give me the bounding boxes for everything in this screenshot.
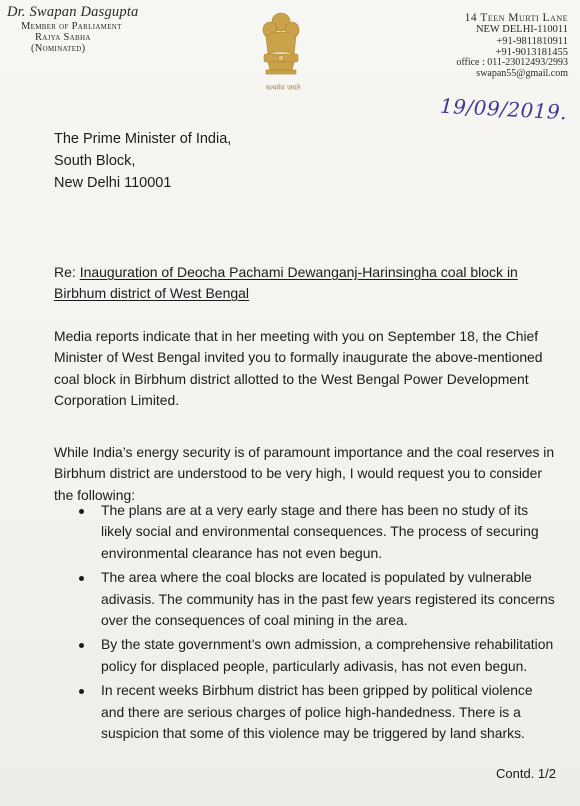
national-emblem-icon — [256, 8, 306, 92]
bullet-icon — [79, 689, 84, 694]
recipient-block — [54, 128, 231, 194]
list-item-text: The plans are at a very early stage and there has been no study of its likely social and environmental consequences. The process of securing environmental clearance has not even begun. — [101, 502, 539, 561]
list-item — [76, 680, 556, 744]
list-item-text: By the state government’s own admission, a comprehensive rehabilitation policy for displaced people, particularly adivasis, has not even begun. — [101, 636, 554, 674]
subject-prefix: Re: — [54, 264, 80, 280]
sender-name: Dr. Swapan Dasgupta — [7, 4, 139, 20]
emblem-caption: सत्यमेव जयते — [265, 84, 301, 92]
list-item — [76, 634, 556, 677]
list-item — [76, 500, 556, 564]
office-phone: office : 011-23012493/2993 — [456, 57, 568, 69]
bullet-icon — [79, 643, 84, 648]
bullet-icon — [79, 576, 84, 581]
address-city: NEW DELHI-110011 — [475, 24, 568, 36]
sender-status: (Nominated) — [31, 43, 86, 55]
address-street: 14 Teen Murti Lane — [464, 12, 568, 24]
sender-house: Rajya Sabha — [35, 31, 91, 43]
paragraph-2: While India’s energy security is of paramount importance and the coal reserves in Birbhum district are understood to be very high, I would request you to consider the following: — [54, 444, 555, 503]
phone-2: +91-9013181455 — [495, 47, 568, 59]
concerns-list — [76, 500, 556, 747]
recipient-line-3: New Delhi 110001 — [54, 175, 172, 191]
sender-block — [7, 5, 177, 55]
list-item-text: In recent weeks Birbhum district has been gripped by political violence and there are serious charges of police high-handedness. There is a suspicion that some of this violence may be triggered by land sharks. — [101, 682, 533, 742]
sender-title: Member of Parliament — [21, 20, 122, 32]
subject-text-2: Birbhum district of West Bengal — [54, 285, 250, 301]
continued-note: Contd. 1/2 — [496, 766, 556, 781]
list-item-text: The area where the coal blocks are located is populated by vulnerable adivasis. The community has in the past few years registered its concerns over the consequences of coal mining in the area. — [101, 569, 555, 629]
handwritten-date: 19/09/2019. — [439, 93, 568, 125]
sender-address — [398, 12, 568, 80]
phone-1: +91-9811810911 — [496, 35, 568, 47]
paragraph-1: Media reports indicate that in her meeting with you on September 18, the Chief Minister of West Bengal invited you to formally inaugurate the above-mentioned coal block in Birbhum district allotted to the West Bengal Power Development Corporation Limited. — [54, 328, 543, 409]
subject-line — [54, 262, 554, 304]
list-item — [76, 567, 556, 631]
bullet-icon — [79, 509, 84, 514]
recipient-line-2: South Block, — [54, 153, 136, 169]
subject-text-1: Inauguration of Deocha Pachami Dewanganj-Harinsingha coal block in — [79, 264, 518, 280]
email: swapan55@gmail.com — [476, 68, 568, 80]
recipient-line-1: The Prime Minister of India, — [54, 131, 232, 147]
